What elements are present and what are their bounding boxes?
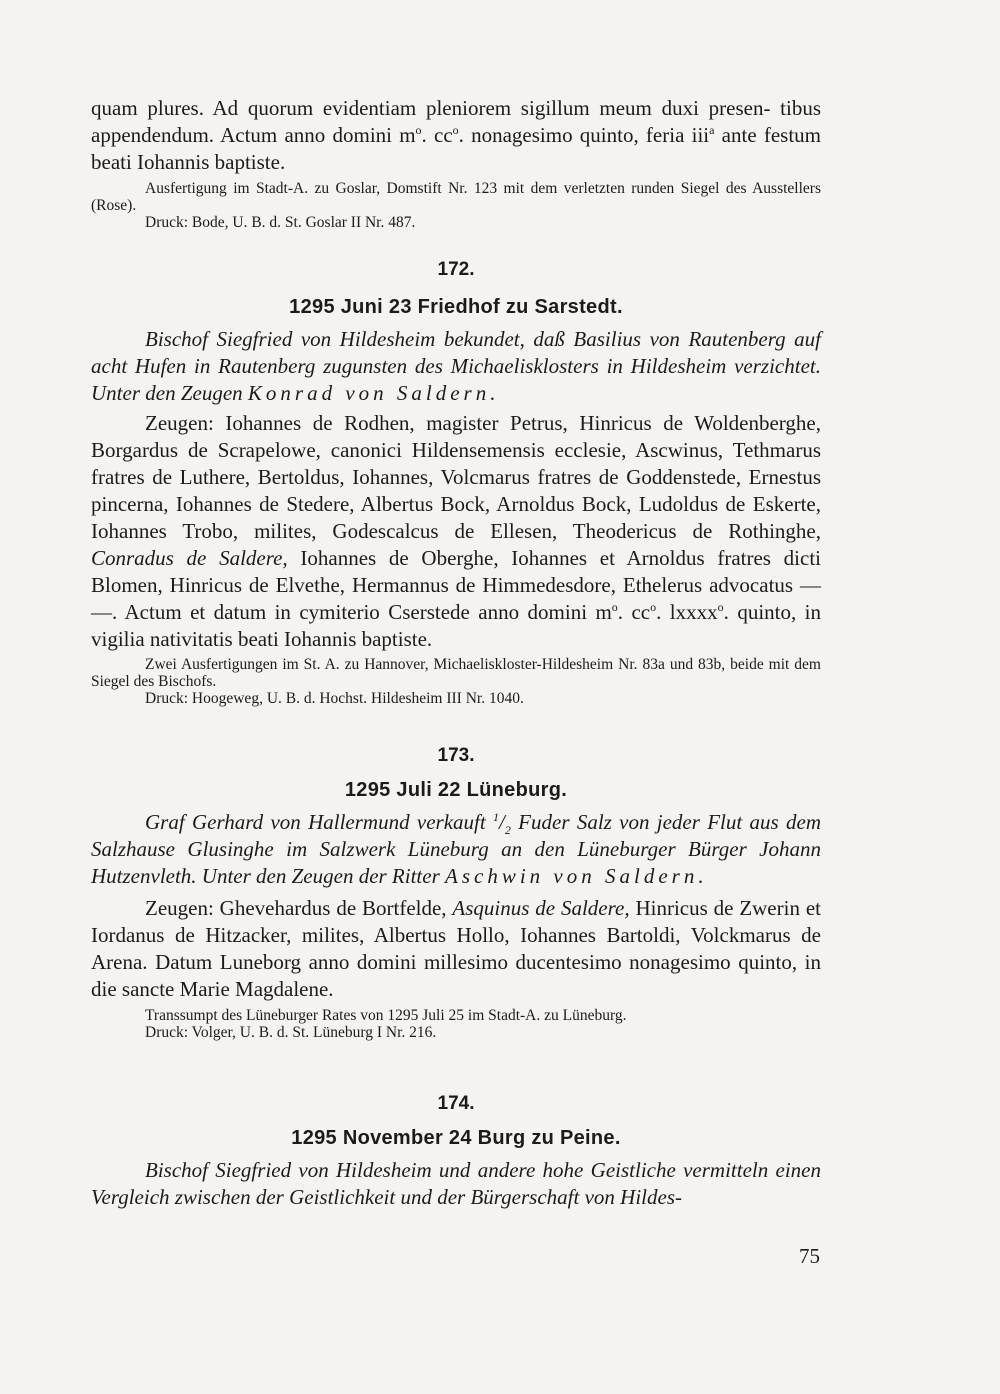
entry-number: 173.	[437, 745, 475, 766]
continuation-text: quam plures. Ad quorum evidentiam pleniorem sigillum meum duxi presen- tibus appendendum. Actum anno domini $m^o$. $cc^o$. nonagesimo quinto, feria iii$^a$ ante festum beati Iohannis baptiste.	[91, 96, 822, 174]
entry-text: Zeugen: Ghevehardus de Bortfelde, Asquinus de Saldere, Hinricus de Zwerin et Iordanus de Hitzacker, milites, Albertus Hollo, Iohannes Bartoldi, Volckmarus de Arena. Datum Luneborg anno domini millesimo ducentesimo nonagesimo quinto, in die sancte Marie Magdalene.	[91, 896, 821, 1001]
entry-regest: Bischof Siegfried von Hildesheim bekundet, daß Basilius von Rautenberg auf acht Hufen in Rautenberg zugunsten des Michaelisklosters in Hildesheim verzichtet. Unter den Zeugen Konrad von Saldern.	[91, 327, 821, 405]
continuation-block	[91, 95, 821, 231]
entry-174	[91, 1092, 821, 1211]
entry-regest: Bischof Siegfried von Hildesheim und andere hohe Geistliche vermitteln einen Vergleich zwischen der Geistlichkeit und der Bürgerschaft von Hildes-	[91, 1158, 821, 1209]
entry-text: Zeugen: Iohannes de Rodhen, magister Petrus, Hinricus de Woldenberghe, Borgardus de Scrapelowe, canonici Hildensemensis ecclesie, Ascwinus, Tethmarus fratres de Luthere, Bertoldus, Iohannes, Volcmarus fratres de Goddenstede, Ernestus pincerna, Iohannes de Stedere, Albertus Bock, Arnoldus Bock, Ludoldus de Eskerte, Iohannes Trobo, milites, Godescalcus de Ellesen, Theodericus de Rothinghe, Conradus de Saldere, Iohannes de Oberghe, Iohannes et Arnoldus fratres dicti Blomen, Hinricus de Elvethe, Hermannus de Himmedesdore, Ethelerus advocatus — —. Actum et datum in cymiterio Cserstede anno domini $m^o$. $cc^o$. lxxxx$^o$. quinto, in vigilia nativitatis beati Iohannis baptiste.	[91, 411, 821, 651]
entry-heading: 1295 November 24 Burg zu Peine.	[291, 1127, 621, 1149]
entry-heading: 1295 Juli 22 Lüneburg.	[344, 779, 568, 801]
print-note: Druck: Bode, U. B. d. St. Goslar II Nr. 487.	[145, 214, 416, 231]
page-number: 75	[799, 1244, 820, 1268]
print-note: Druck: Hoogeweg, U. B. d. Hochst. Hildesheim III Nr. 1040.	[145, 690, 524, 707]
source-note: Zwei Ausfertigungen im St. A. zu Hannover, Michaeliskloster-Hildesheim Nr. 83a und 83b, beide mit dem Siegel des Bischofs.	[91, 656, 821, 690]
entry-heading: 1295 Juni 23 Friedhof zu Sarstedt.	[289, 296, 623, 318]
entry-number: 174.	[437, 1093, 475, 1114]
source-note: Transsumpt des Lüneburger Rates von 1295 Juli 25 im Stadt-A. zu Lüneburg.	[145, 1007, 627, 1024]
source-note: Ausfertigung im Stadt-A. zu Goslar, Domstift Nr. 123 mit dem verletzten runden Siegel des Ausstellers (Rose).	[91, 180, 821, 214]
entry-172	[91, 258, 821, 707]
entry-regest: Graf Gerhard von Hallermund verkauft $^1/_2$ Fuder Salz von jeder Flut aus dem Salzhause Glusinghe im Salzwerk Lüneburg an den Lüneburger Bürger Johann Hutzenvleth. Unter den Zeugen der Ritter Aschwin von Saldern.	[91, 810, 822, 888]
print-note: Druck: Volger, U. B. d. St. Lüneburg I Nr. 216.	[145, 1024, 437, 1041]
entry-number: 172.	[437, 259, 475, 280]
entry-173	[91, 744, 821, 1041]
